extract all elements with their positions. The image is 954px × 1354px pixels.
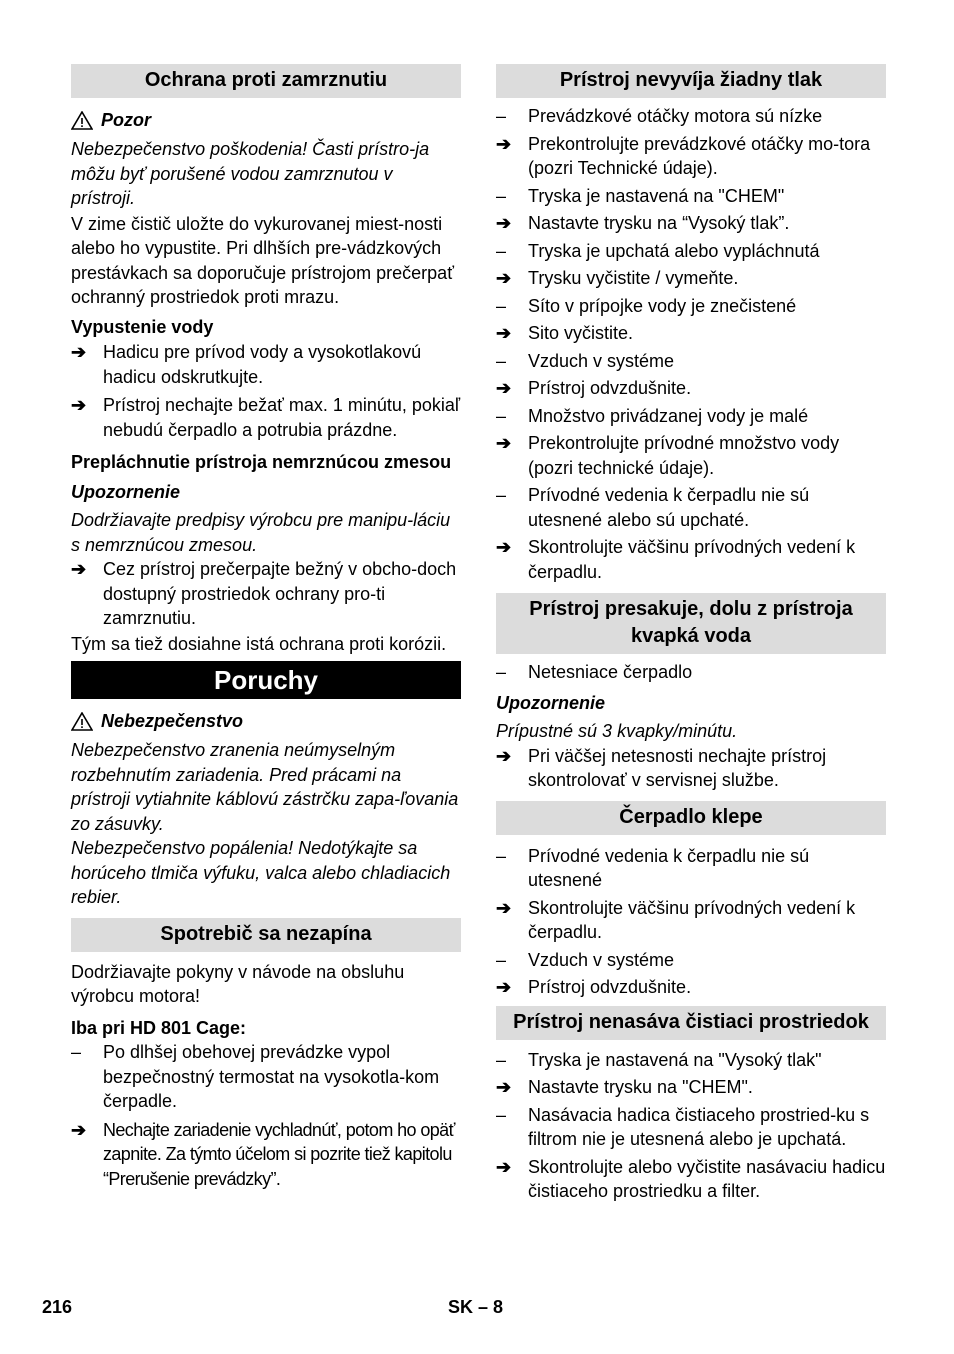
cause-text: Tryska je nastavená na "Vysoký tlak" [528, 1049, 822, 1070]
cause-item [496, 483, 886, 532]
remedy-item [496, 975, 886, 1000]
leaking-note-label: Upozornenie [496, 692, 606, 713]
remedy-text: Skontrolujte väčšinu prívodných vedení k čerpadlu. [528, 537, 856, 582]
remedy-text: Prekontrolujte prívodné množstvo vody (pozri technické údaje). [528, 433, 840, 478]
arrow-icon: ➔ [496, 537, 512, 557]
caution-label: Pozor [101, 110, 152, 130]
remedy-text: Skontrolujte alebo vyčistite nasávaciu hadicu čistiaceho prostriedku a filter. [528, 1156, 886, 1201]
arrow-icon: ➔ [496, 1077, 512, 1097]
arrow-icon: ➔ [496, 897, 512, 918]
cause-item [496, 184, 886, 209]
dash-marker: – [496, 845, 507, 866]
dash-marker: – [71, 1042, 82, 1062]
remedy-text: Nastavte trysku na "CHEM". [528, 1077, 753, 1097]
danger-label: Nebezpečenstvo [101, 711, 244, 731]
cause-item [496, 948, 886, 973]
arrow-icon: ➔ [71, 1119, 87, 1140]
remedy-text: Prístroj odvzdušnite. [528, 378, 692, 398]
cause-text: Síto v prípojke vody je znečistené [528, 295, 797, 316]
dash-marker: – [496, 949, 507, 970]
arrow-icon: ➔ [71, 559, 87, 579]
cause-item [496, 239, 886, 264]
remedy-item [496, 376, 886, 401]
arrow-icon: ➔ [496, 745, 512, 766]
no-detergent-list [496, 1048, 886, 1204]
remedy-text: Nastavte trysku na “Vysoký tlak”. [528, 213, 790, 233]
page-number: 216 [42, 1297, 73, 1317]
drain-step-2-text: Prístroj nechajte bežať max. 1 minútu, pokiaľ nebudú čerpadlo a potrubia prázdne. [103, 395, 461, 440]
flush-step [71, 557, 461, 631]
section-page-label: SK – 8 [448, 1297, 504, 1317]
cause-item [496, 404, 886, 429]
dash-marker: – [496, 1049, 507, 1070]
section-heading-knocking: Čerpadlo klepe [496, 801, 886, 835]
no-start-cause-text: Po dlhšej obehovej prevádzke vypol bezpečnostný termostat na vysokotla-kom čerpadle. [103, 1042, 440, 1111]
no-start-text: Dodržiavajte pokyny v návode na obsluhu výrobcu motora! [71, 961, 405, 1006]
cause-item [496, 1103, 886, 1152]
frost-outro: Tým sa tiež dosiahne istá ochrana proti korózii. [71, 633, 447, 654]
leaking-note-text: Prípustné sú 3 kvapky/minútu. [496, 721, 738, 741]
cause-text: Prevádzkové otáčky motora sú nízke [528, 106, 823, 126]
arrow-icon: ➔ [496, 323, 512, 343]
cause-item [496, 294, 886, 319]
dash-marker: – [496, 485, 507, 505]
cause-text: Vzduch v systéme [528, 949, 675, 970]
no-pressure-list [496, 104, 886, 584]
cause-item [496, 349, 886, 374]
knocking-list [496, 844, 886, 1000]
remedy-item [496, 535, 886, 584]
drain-step-1-text: Hadicu pre prívod vody a vysokotlakovú hadicu odskrutkujte. [103, 342, 422, 387]
section-heading-no-start: Spotrebič sa nezapína [71, 918, 461, 952]
arrow-icon: ➔ [71, 395, 87, 415]
no-start-remedy-text: Nechajte zariadenie vychladnúť, potom ho opäť zapnite. Za týmto účelom si pozrite tiež kapitolu “Prerušenie prevádzky”. [103, 1119, 455, 1189]
remedy-item [496, 211, 886, 236]
arrow-icon: ➔ [496, 1156, 512, 1177]
no-start-cause [71, 1040, 461, 1114]
section-heading-leaking: Prístroj presakuje, dolu z prístroja kvapká voda [496, 593, 886, 654]
cause-text: Prívodné vedenia k čerpadlu nie sú utesnené [528, 845, 810, 890]
leaking-cause [496, 660, 886, 685]
remedy-text: Prístroj odvzdušnite. [528, 977, 692, 997]
section-heading-no-pressure: Prístroj nevyvíja žiadny tlak [496, 64, 886, 98]
remedy-text: Sito vyčistite. [528, 323, 634, 343]
cause-text: Tryska je nastavená na "CHEM" [528, 185, 785, 206]
danger-label-row [71, 709, 461, 733]
arrow-icon: ➔ [496, 213, 512, 233]
drain-heading: Vypustenie vody [71, 316, 214, 337]
warning-triangle-icon [71, 111, 93, 130]
arrow-icon: ➔ [496, 268, 512, 288]
danger-text-injury: Nebezpečenstvo zranenia neúmyselným rozbehnutím zariadenia. Pred prácami na prístroji vytiahnite káblovú zástrčku zapa-ľovania zo zásuvky. [71, 740, 459, 834]
note-label: Upozornenie [71, 481, 181, 502]
note-text: Dodržiavajte predpisy výrobcu pre manipu-láciu s nemrznúcou zmesou. [71, 510, 451, 555]
remedy-item [496, 1155, 886, 1204]
right-column [496, 64, 886, 1207]
cause-item [496, 104, 886, 129]
cause-text: Množstvo privádzanej vody je malé [528, 405, 809, 426]
leaking-remedy [496, 744, 886, 793]
caution-label-row [71, 108, 461, 132]
leaking-cause-text: Netesniace čerpadlo [528, 662, 693, 682]
leaking-remedy-text: Pri väčšej netesnosti nechajte prístroj skontrolovať v servisnej službe. [528, 745, 827, 790]
cause-item [496, 1048, 886, 1073]
remedy-text: Skontrolujte väčšinu prívodných vedení k čerpadlu. [528, 897, 856, 942]
arrow-icon: ➔ [496, 433, 512, 453]
cause-text: Prívodné vedenia k čerpadlu nie sú utesnené alebo sú upchaté. [528, 485, 810, 530]
caution-text: Nebezpečenstvo poškodenia! Časti prístro-ja môžu byť porušené vodou zamrznutou v prístroji. [71, 139, 430, 208]
no-start-subheading: Iba pri HD 801 Cage: [71, 1017, 247, 1038]
drain-step-1 [71, 340, 461, 389]
arrow-icon: ➔ [496, 133, 512, 154]
arrow-icon: ➔ [496, 977, 512, 997]
cause-text: Vzduch v systéme [528, 350, 675, 371]
flush-heading: Prepláchnutie prístroja nemrznúcou zmesou [71, 452, 452, 472]
warning-triangle-icon [71, 712, 93, 731]
dash-marker: – [496, 106, 507, 126]
dash-marker: – [496, 1104, 507, 1125]
remedy-text: Trysku vyčistite / vymeňte. [528, 268, 739, 288]
dash-marker: – [496, 295, 507, 316]
dash-marker: – [496, 350, 507, 371]
cause-item [496, 844, 886, 893]
flush-step-text: Cez prístroj prečerpajte bežný v obcho-doch dostupný prostriedok ochrany pro-ti zamrznutiu. [103, 559, 457, 628]
chapter-title-faults: Poruchy [71, 661, 461, 699]
remedy-item [496, 266, 886, 291]
arrow-icon: ➔ [71, 342, 87, 362]
left-column [71, 64, 461, 1191]
frost-intro: V zime čistič uložte do vykurovanej miest-nosti alebo ho vypustite. Pri dlhších pre-vádzkových prestávkach sa doporučuje prístrojom prečerpať ochranný prostriedok proti mrazu. [71, 213, 454, 307]
remedy-item [496, 896, 886, 945]
dash-marker: – [496, 405, 507, 426]
danger-text-burn: Nebezpečenstvo popálenia! Nedotýkajte sa horúceho tlmiča výfuku, valca alebo chladiacich rebier. [71, 838, 451, 907]
dash-marker: – [496, 662, 507, 682]
dash-marker: – [496, 240, 507, 261]
remedy-item [496, 1075, 886, 1100]
section-heading-no-detergent: Prístroj nenasáva čistiaci prostriedok [496, 1006, 886, 1040]
dash-marker: – [496, 185, 507, 206]
no-start-remedy [71, 1118, 461, 1192]
drain-step-2 [71, 393, 461, 442]
remedy-text: Prekontrolujte prevádzkové otáčky mo-tora (pozri Technické údaje). [528, 133, 871, 178]
remedy-item [496, 431, 886, 480]
arrow-icon: ➔ [496, 378, 512, 398]
remedy-item [496, 132, 886, 181]
cause-text: Nasávacia hadica čistiaceho prostried-ku s filtrom nie je utesnená alebo je upchatá. [528, 1104, 870, 1149]
cause-text: Tryska je upchatá alebo vypláchnutá [528, 240, 820, 261]
section-heading-frost: Ochrana proti zamrznutiu [71, 64, 461, 98]
remedy-item [496, 321, 886, 346]
